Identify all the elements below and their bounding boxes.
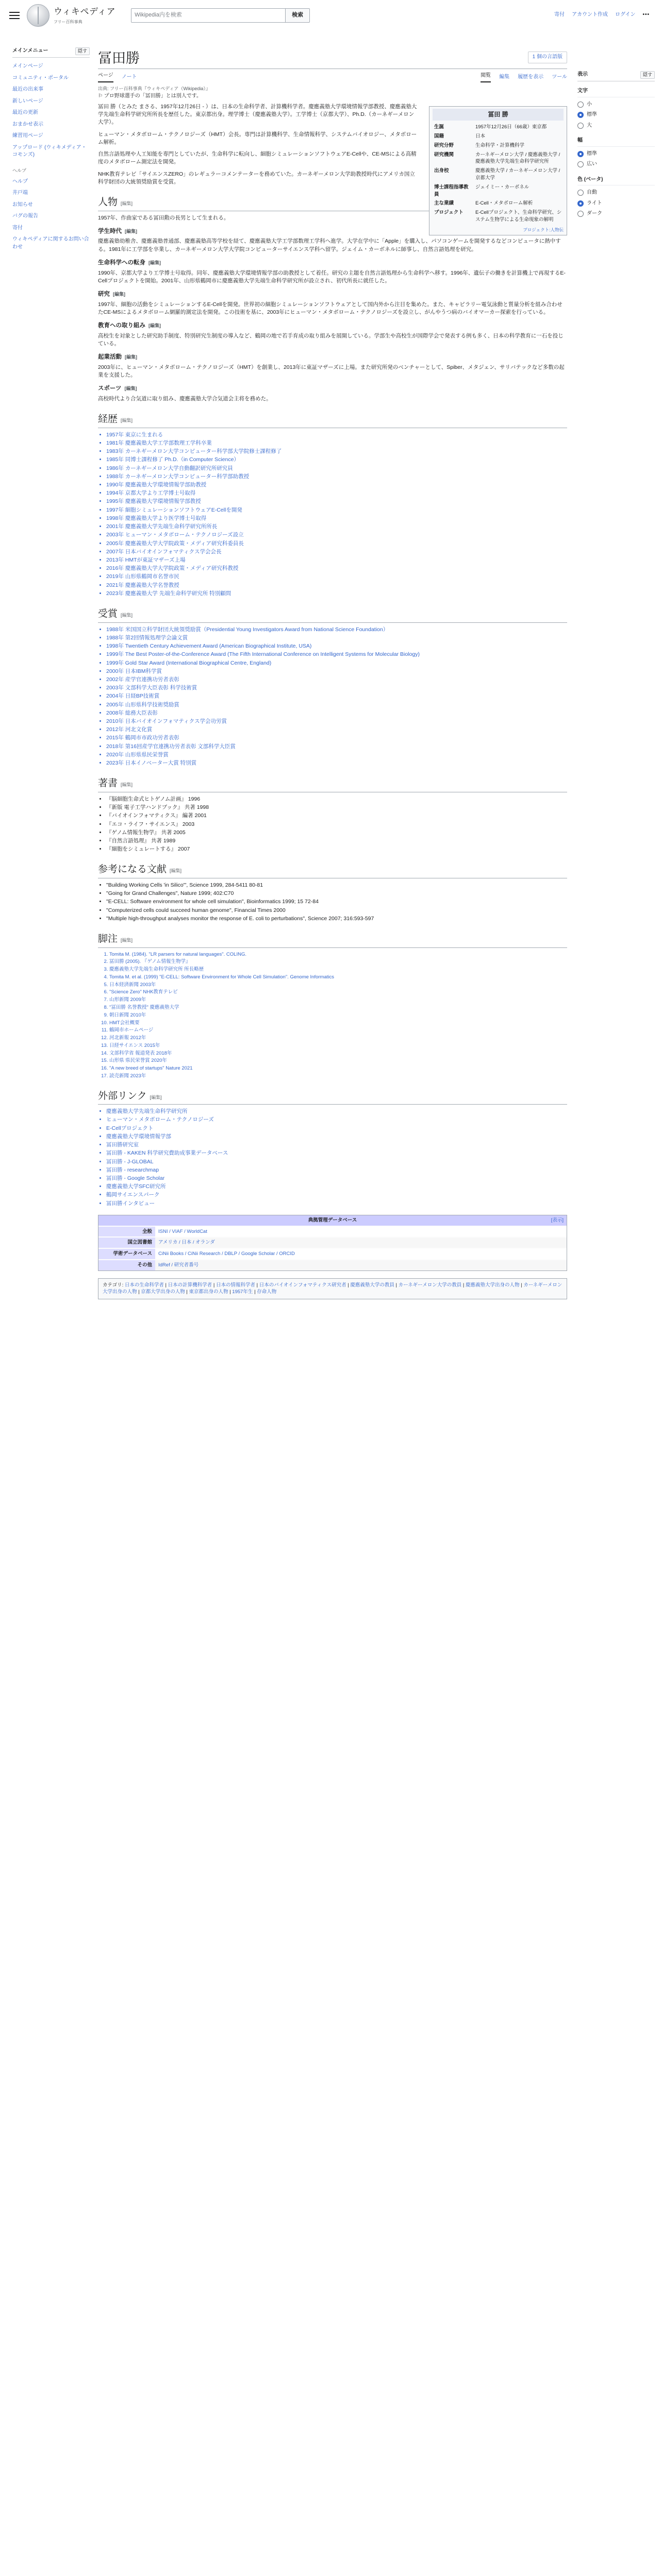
reference-book-item[interactable]: • "Multiple high-throughput analyses monitor the response of E. coli to perturbations", Science 2007; 316:593-597	[106, 915, 567, 923]
career-item[interactable]: • 2003年 ヒューマン・メタボローム・テクノロジーズ設立	[106, 531, 567, 539]
award-item[interactable]: • 1999年 Gold Star Award (International Biographical Centre, England)	[106, 659, 567, 667]
search-form	[131, 8, 310, 23]
external-links-list	[98, 1108, 567, 1208]
career-item[interactable]: • 1990年 慶應義塾大学環境情報学部助教授	[106, 481, 567, 489]
option-label: 標準	[587, 112, 597, 118]
award-item[interactable]: • 2002年 産学官連携功労者表彰	[106, 676, 567, 684]
footnote-item[interactable]: 3. 慶應義塾大学先端生命科学研究所 所長略歴	[109, 966, 567, 973]
radio-selected-icon	[577, 112, 584, 118]
hatnote-icon: ⚐	[98, 93, 104, 99]
radio-icon	[577, 123, 584, 129]
footnote-item[interactable]: 6. "Science Zero" NHK教育テレビ	[109, 989, 567, 996]
work-item[interactable]: • 『エコ・ライフ・サイエンス』 2003	[106, 821, 567, 828]
subsection-title: 学生時代	[98, 228, 122, 234]
appearance-panel	[577, 71, 655, 219]
radio-icon	[577, 211, 584, 217]
wikipedia-logo[interactable]	[27, 4, 115, 27]
sidebar-item[interactable]: メインページ	[12, 63, 43, 70]
sidebar-item[interactable]: 最近の出来事	[12, 87, 43, 93]
text-size-large[interactable]	[577, 121, 655, 131]
subsection-title: 研究	[98, 291, 110, 297]
award-item[interactable]: • 2023年 日本イノベーター大賞 特別賞	[106, 759, 567, 767]
career-item[interactable]: • 1985年 同博士課程修了 Ph.D.（in Computer Science）	[106, 456, 567, 464]
category-separator: |	[163, 1282, 168, 1288]
infobox-row	[433, 132, 564, 141]
category-separator: |	[255, 1282, 259, 1288]
subsection-title: スポーツ	[98, 385, 122, 392]
width-standard[interactable]	[577, 149, 655, 160]
external-link-item[interactable]: • 鶴岡サイエンスパーク	[106, 1191, 567, 1199]
tab-page[interactable]: ページ	[98, 72, 113, 82]
footnote-item[interactable]: 15. 山形県 県民栄誉賞 2020年	[109, 1057, 567, 1064]
infobox-value: 生命科学・計算機科学	[475, 142, 525, 148]
work-item[interactable]: • 『ゲノム情報生物学』 共著 2005	[106, 829, 567, 837]
option-label: ライト	[587, 200, 602, 206]
infobox-value: 慶應義塾大学 / カーネギーメロン大学 / 京都大学	[475, 168, 560, 181]
award-item[interactable]: • 1988年 第2回情報処理学会論文賞	[106, 634, 567, 642]
category-separator: |	[394, 1282, 399, 1288]
infobox-value: ジェイミー・カーボネル	[475, 184, 529, 190]
section-external-links	[98, 1089, 567, 1105]
career-item[interactable]: • 2013年 HMTが東証マザーズ上場	[106, 556, 567, 564]
section-title: 経歴	[98, 414, 118, 425]
tagline: フリー百科事典	[54, 20, 82, 25]
appearance-hide-button[interactable]: 隠す	[640, 71, 655, 79]
career-item[interactable]: • 2023年 慶應義塾大学 先端生命科学研究所 特別顧問	[106, 590, 567, 598]
option-label: 自動	[587, 190, 597, 196]
sidebar-help-item[interactable]: ウィキペディアに関するお問い合わせ	[12, 236, 89, 250]
section-career	[98, 412, 567, 428]
notes-list	[98, 951, 567, 1080]
category-link[interactable]: 日本の計算機科学者	[168, 1282, 212, 1288]
width-heading: 幅	[577, 137, 655, 147]
option-label: 標準	[587, 150, 597, 157]
footnote-item[interactable]: 8. "冨田勝 名誉教授" 慶應義塾大学	[109, 1004, 567, 1011]
tab-read[interactable]: 閲覧	[481, 72, 491, 82]
width-wide[interactable]	[577, 159, 655, 170]
category-separator: |	[137, 1289, 141, 1295]
more-options-icon[interactable]: •••	[642, 12, 650, 18]
footnote-item[interactable]: 10. HMT会社概要	[109, 1020, 567, 1027]
edit-link[interactable]: [編集]	[148, 323, 161, 329]
paragraph: 1957年、作曲家である冨田勲の長男として生まれる。	[98, 214, 229, 221]
search-button[interactable]: 検索	[286, 8, 310, 23]
page-title: 冨田勝	[98, 50, 140, 66]
edit-link[interactable]: [編集]	[150, 1094, 162, 1100]
footnote-item[interactable]: 13. 日経サイエンス 2015年	[109, 1042, 567, 1049]
navbox-row	[98, 1260, 567, 1270]
radio-icon	[577, 101, 584, 108]
subsection-bio	[98, 259, 567, 267]
category-separator: |	[346, 1282, 351, 1288]
category-separator: |	[228, 1289, 233, 1295]
subsection-title: 起業活動	[98, 354, 122, 361]
radio-selected-icon	[577, 200, 584, 207]
infobox-row	[433, 141, 564, 150]
award-item[interactable]: • 2010年 日本バイオインフォマティクス学会功労賞	[106, 718, 567, 725]
tab-edit[interactable]: 編集	[499, 74, 510, 80]
navbox-group: 国立図書館	[98, 1237, 155, 1248]
edit-link[interactable]: [編集]	[124, 386, 137, 392]
award-item[interactable]: • 2005年 山形県科学技術奨励賞	[106, 701, 567, 709]
sidebar-item[interactable]: 新しいページ	[12, 98, 43, 104]
navbox-toggle[interactable]: [表示]	[551, 1217, 564, 1223]
main-menu	[12, 47, 90, 259]
infobox-value: E-Cellプロジェクト、生命科学研究、システム生物学による生命現象の解明	[475, 210, 562, 223]
award-item[interactable]: • 2012年 河北文化賞	[106, 726, 567, 734]
sidebar-help-item[interactable]: お知らせ	[12, 201, 33, 208]
external-link-item[interactable]: • 慶應義塾大学先端生命科学研究所	[106, 1108, 567, 1115]
career-item[interactable]: • 1995年 慶應義塾大学環境情報学部教授	[106, 498, 567, 505]
navbox-links[interactable]: アメリカ / 日本 / オランダ	[155, 1237, 567, 1248]
main-menu-hide-button[interactable]: 隠す	[75, 47, 90, 55]
infobox-key: 出身校	[434, 168, 449, 174]
option-label: 広い	[587, 161, 597, 167]
footnote-item[interactable]: 12. 河北新報 2012年	[109, 1035, 567, 1042]
infobox-key: 生誕	[434, 124, 444, 130]
external-link-item[interactable]: • 冨田勝 - J-GLOBAL	[106, 1158, 567, 1166]
tab-tools[interactable]: ツール	[552, 74, 567, 80]
career-item[interactable]: • 1986年 カーネギーメロン大学自動翻訳研究所研究員	[106, 465, 567, 472]
section-title: 外部リンク	[98, 1090, 147, 1101]
category-label[interactable]: カテゴリ	[103, 1282, 122, 1288]
edit-link[interactable]: [編集]	[121, 782, 133, 788]
infobox-key: 研究分野	[434, 142, 454, 148]
award-item[interactable]: • 2008年 総務大臣表彰	[106, 709, 567, 717]
help-heading: ヘルプ	[12, 167, 27, 173]
text-size-heading: 文字	[577, 88, 655, 97]
career-item[interactable]: • 1998年 慶應義塾大学より医学博士号取得	[106, 515, 567, 522]
work-item[interactable]: • 『バイオインフォマティクス』 編著 2001	[106, 812, 567, 820]
external-link-item[interactable]: • 冨田勝 - researchmap	[106, 1166, 567, 1174]
career-list	[98, 431, 567, 598]
external-link-item[interactable]: • 冨田勝研究室	[106, 1141, 567, 1149]
login-link[interactable]: ログイン	[615, 12, 636, 18]
category-link[interactable]: 1957年生	[232, 1289, 253, 1295]
edit-link[interactable]: [編集]	[121, 418, 133, 423]
edit-link[interactable]: [編集]	[113, 291, 125, 297]
career-item[interactable]: • 2007年 日本バイオインフォマティクス学会会長	[106, 548, 567, 556]
infobox-row	[433, 166, 564, 183]
section-works	[98, 776, 567, 792]
external-link-item[interactable]: • 冨田勝 - KAKEN 科学研究費助成事業データベース	[106, 1149, 567, 1157]
paragraph: 慶應義塾幼稚舎、慶應義塾普通部、慶應義塾高等学校を経て、慶應義塾大学工学部数理工学科へ進学。大学在学中に「Apple」を購入し、パソコンゲームを開発するなどコンピュータに熱中する。1981年に工学部を卒業し、カーネギーメロン大学大学院コンピューターサイエンス学科へ留学。ジェイム・カーボネルに師事し、自然言語処理を研究。	[98, 238, 561, 252]
external-link-item[interactable]: • 冨田勝 - Google Scholar	[106, 1175, 567, 1182]
footnote-item[interactable]: 1. Tomita M. (1984). "LR parsers for natural languages". COLING.	[109, 951, 567, 958]
infobox-key: 研究機関	[434, 151, 454, 158]
infobox-key: 国籍	[434, 133, 444, 140]
lead-paragraph: 冨田 勝（とみた まさる、1957年12月26日 - ）は、日本の生命科学者、計算機科学者。慶應義塾大学環境情報学部教授、慶應義塾大学先端生命科学研究所所長を歴任した。東京都出身。理学博士（慶應義塾大学）。工学博士（京都大学）、Ph.D.（カーネギーメロン大学）。	[98, 104, 417, 126]
works-list	[98, 795, 567, 854]
color-dark[interactable]	[577, 209, 655, 219]
lead-paragraph: 自然言語処理や人工知能を専門としていたが、生命科学に転向し、細胞シミュレーションソフトウェアE-Cellや、CE-MSによる高精度のメタボローム測定法を開発。	[98, 151, 417, 165]
infobox-row	[433, 208, 564, 225]
section-title: 著書	[98, 778, 118, 789]
footnote-item[interactable]: 4. Tomita M. et al. (1999) "E-CELL: Software Environment for Whole Cell Simulation". Genome Informatics	[109, 974, 567, 981]
infobox-value: 1957年12月26日（66歳）東京都	[475, 124, 547, 130]
lead-paragraph: ヒューマン・メタボローム・テクノロジーズ（HMT）会長。専門は計算機科学、生命情報科学、システムバイオロジー、メタボローム解析。	[98, 131, 417, 145]
reference-book-item[interactable]: • "Building Working Cells 'in Silico'", Science 1999, 284-5411 80-81	[106, 882, 567, 889]
category-link[interactable]: 日本の生命科学者	[124, 1282, 164, 1288]
award-item[interactable]: • 1998年 Twentieth Century Achievement Award (American Biographical Institute, USA)	[106, 642, 567, 650]
color-light[interactable]	[577, 198, 655, 209]
infobox-value: 日本	[475, 133, 486, 140]
navbox-group: 全般	[98, 1226, 155, 1238]
navbox-links[interactable]: ISNI / VIAF / WorldCat	[155, 1226, 567, 1238]
category-link[interactable]: 存命人物	[257, 1289, 277, 1295]
sidebar-help-item[interactable]: ヘルプ	[12, 178, 28, 184]
category-separator: |	[212, 1282, 216, 1288]
footnote-item[interactable]: 9. 朝日新聞 2010年	[109, 1012, 567, 1019]
footnote-item[interactable]: 17. 読売新聞 2023年	[109, 1073, 567, 1080]
section-title: 脚注	[98, 934, 118, 945]
infobox-value: カーネギーメロン大学 / 慶應義塾大学 / 慶應義塾大学先端生命科学研究所	[475, 151, 560, 165]
wordmark: ウィキペディア	[54, 7, 116, 17]
category-link[interactable]: 日本の情報科学者	[216, 1282, 255, 1288]
hatnote-text: プロ野球選手の「冨田勝」とは別人です。	[104, 93, 202, 99]
reference-book-item[interactable]: • "Computerized cells could succeed human genome", Financial Times 2000	[106, 907, 567, 914]
navbox-links[interactable]: CiNii Books / CiNii Research / DBLP / Google Scholar / ORCID	[155, 1248, 567, 1260]
career-item[interactable]: • 2005年 慶應義塾大学大学院政策・メディア研究科委員長	[106, 540, 567, 548]
section-title: 人物	[98, 196, 118, 208]
from-line: 出典: フリー百科事典『ウィキペディア（Wikipedia）』	[98, 86, 210, 91]
navbox-row	[98, 1226, 567, 1238]
edit-link[interactable]: [編集]	[125, 228, 137, 234]
edit-link[interactable]: [編集]	[125, 354, 137, 360]
navbox-group: その他	[98, 1260, 155, 1270]
donate-link[interactable]: 寄付	[554, 12, 565, 18]
paragraph: 1990年、京都大学より工学博士号取得。同年、慶應義塾大学環境情報学部の助教授として着任。研究の主題を自然言語処理から生命科学へ移す。1996年、遺伝子の働きを計算機上で再現するE-Cellプロジェクトを開始。2001年、山形県鶴岡市に慶應義塾大学先端生命科学研究所が設立され、初代所長に就任した。	[98, 269, 566, 284]
work-item[interactable]: • 『細胞をシミュレートする』 2007	[106, 845, 567, 853]
infobox-row	[433, 150, 564, 167]
sidebar-help-item[interactable]: 寄付	[12, 225, 23, 231]
paragraph: 2003年に、ヒューマン・メタボローム・テクノロジーズ（HMT）を創業し、2013年に東証マザーズに上場。また研究所発のベンチャーとして、Spiber、メタジェン、サリバテックなど多数の起業を支援した。	[98, 364, 565, 379]
site-header	[0, 0, 662, 31]
radio-icon	[577, 161, 584, 167]
section-notes	[98, 932, 567, 948]
color-heading: 色 (ベータ)	[577, 176, 655, 186]
footnote-item[interactable]: 16. "A new breed of startups" Nature 2021	[109, 1065, 567, 1072]
text-size-standard[interactable]	[577, 110, 655, 121]
tab-history[interactable]: 履歴を表示	[518, 74, 544, 80]
color-auto[interactable]	[577, 188, 655, 198]
external-link-item[interactable]: • E-Cellプロジェクト	[106, 1125, 567, 1132]
paragraph: 1997年、細胞の活動をシミュレーションするE-Cellを開発。世界初の細胞シミュレーションソフトウェアとして国内外から注目を集めた。また、キャピラリー電気泳動と質量分析を組み合わせたCE-MSによるメタボローム網羅的測定法を開発。この技術を基に、2003年にヒューマン・メタボローム・テクノロジーズを設立し、がんやうつ病のバイオマーカー探索を行っている。	[98, 301, 562, 315]
edit-link[interactable]: [編集]	[170, 868, 182, 874]
section-references	[98, 862, 567, 878]
career-item[interactable]: • 2001年 慶應義塾大学先端生命科学研究所所長	[106, 523, 567, 531]
section-awards	[98, 607, 567, 623]
navbox-title: 典拠管理データベース	[308, 1217, 357, 1223]
infobox-row	[433, 199, 564, 208]
award-item[interactable]: • 1999年 The Best Poster-of-the-Conference Award (The Fifth International Conference on Intelligent Systems for Molecular Biology)	[106, 651, 567, 658]
sidebar-help-item[interactable]: バグの報告	[12, 213, 38, 219]
category-link[interactable]: 日本のバイオインフォマティクス研究者	[259, 1282, 346, 1288]
navbox-row	[98, 1248, 567, 1260]
infobox-title: 冨田 勝	[433, 109, 564, 121]
section-title: 受賞	[98, 608, 118, 620]
option-label: 大	[587, 122, 592, 128]
reference-books-list	[98, 882, 567, 923]
navbox-links[interactable]: IdRef / 研究者番号	[155, 1260, 567, 1270]
footnote-item[interactable]: 7. 山形新聞 2009年	[109, 996, 567, 1004]
career-item[interactable]: • 1983年 カーネギーメロン大学コンピューター科学部大学院修士課程修了	[106, 448, 567, 455]
wikipedia-globe-icon	[27, 4, 49, 27]
career-item[interactable]: • 2019年 山形県鶴岡市名誉市民	[106, 573, 567, 581]
reference-book-item[interactable]: • "Going for Grand Challenges", Nature 1999; 402:C70	[106, 890, 567, 897]
career-item[interactable]: • 1981年 慶應義塾大学工学部数理工学科卒業	[106, 439, 567, 447]
sidebar-help-item[interactable]: 井戸端	[12, 190, 28, 196]
external-link-item[interactable]: • 慶應義塾大学SFC研究所	[106, 1183, 567, 1191]
hatnote	[98, 93, 202, 100]
radio-icon	[577, 190, 584, 196]
infobox-key: プロジェクト	[434, 210, 464, 216]
infobox-key: 博士課程指導教員	[434, 184, 469, 197]
infobox-template-link[interactable]: プロジェクト:人物伝	[523, 227, 564, 232]
subsection-title: 生命科学への転身	[98, 259, 145, 266]
sidebar-item[interactable]: コミュニティ・ポータル	[12, 75, 69, 81]
sidebar-item[interactable]: 練習用ページ	[12, 133, 43, 139]
paragraph: 高校時代より合気道に取り組み、慶應義塾大学合気道会主将を務めた。	[98, 395, 272, 402]
navbox-group: 学術データベース	[98, 1248, 155, 1260]
footnote-item[interactable]: 14. 文部科学省 報道発表 2018年	[109, 1050, 567, 1057]
external-link-item[interactable]: • 冨田勝インタビュー	[106, 1200, 567, 1208]
sidebar-item[interactable]: アップロード (ウィキメディア・コモンズ)	[12, 144, 87, 158]
category-separator: |	[461, 1282, 466, 1288]
award-item[interactable]: • 2004年 日経BP技術賞	[106, 692, 567, 700]
text-size-small[interactable]	[577, 99, 655, 110]
category-link[interactable]: カーネギーメロン大学の教員	[398, 1282, 462, 1288]
navbox-row	[98, 1237, 567, 1248]
tab-talk[interactable]: ノート	[121, 74, 137, 80]
edit-link[interactable]: [編集]	[148, 260, 161, 265]
infobox-key: 主な業績	[434, 200, 454, 207]
award-item[interactable]: • 1988年 米国国立科学財団大統領奨励賞（Presidential Young Investigators Award from National Science Foundation）	[106, 626, 567, 634]
infobox-row	[433, 123, 564, 132]
infobox-row	[433, 183, 564, 199]
footnote-item[interactable]: 11. 鶴岡市ホームページ	[109, 1027, 567, 1034]
search-input[interactable]: Wikipedia内を検索	[131, 8, 286, 23]
career-item[interactable]: • 1957年 東京に生まれる	[106, 431, 567, 439]
main-menu-button[interactable]	[9, 12, 20, 19]
award-item[interactable]: • 2003年 文部科学大臣表彰 科学技術賞	[106, 684, 567, 692]
career-item[interactable]: • 1994年 京都大学より工学博士号取得	[106, 489, 567, 497]
section-title: 参考になる文献	[98, 864, 167, 875]
category-box: カテゴリ: 日本の生命科学者 | 日本の計算機科学者 | 日本の情報科学者 | 日本のバイオインフォマティクス研究者 | 慶應義塾大学の教員 | カーネギーメロン大学の教員 | 慶應義塾大学出身の人物 | カーネギーメロン大学出身の人物 | 京都大学出身の人物 | 東京都出身の人物 | 1957年生 | 存命人物	[98, 1278, 567, 1300]
user-links	[554, 11, 650, 19]
category-link[interactable]: カーネギーメロン大学出身の人物	[103, 1282, 562, 1295]
subsection-research	[98, 290, 567, 299]
award-item[interactable]: • 2015年 鶴岡市市政功労者表彰	[106, 734, 567, 742]
reference-book-item[interactable]: • "E-CELL: Software environment for whole cell simulation", Bioinformatics 1999; 15 72-84	[106, 898, 567, 906]
subsection-title: 教育への取り組み	[98, 323, 145, 329]
footnote-item[interactable]: 2. 冨田勝 (2005). 『ゲノム情報生物学』	[109, 958, 567, 965]
awards-list	[98, 626, 567, 768]
title-area	[98, 46, 567, 69]
lead-paragraph: NHK教育テレビ「サイエンスZERO」のレギュラーコメンテーターを務めていた。カーネギーメロン大学助教授時代にアメリカ国立科学財団の大統領奨励賞を受賞。	[98, 171, 415, 185]
main-menu-heading: メインメニュー	[12, 48, 48, 54]
work-item[interactable]: • 『新版 電子工学ハンドブック』 共著 1998	[106, 804, 567, 811]
article-body	[98, 103, 567, 1299]
lead-section	[98, 103, 418, 186]
category-link[interactable]: 慶應義塾大学の教員	[350, 1282, 394, 1288]
category-link[interactable]: 京都大学出身の人物	[141, 1289, 185, 1295]
infobox	[429, 106, 567, 235]
paragraph: 高校生を対象とした研究助手制度、特別研究生制度の導入など、鶴岡の地で若手育成の取り組みを展開している。学部生や高校生が国際学会で発表する例も多く、日本の科学教育に一石を投じている。	[98, 332, 564, 347]
sidebar-item[interactable]: おまかせ表示	[12, 121, 43, 127]
career-item[interactable]: • 2021年 慶應義塾大学名誉教授	[106, 582, 567, 589]
subsection-startup	[98, 353, 567, 362]
work-item[interactable]: • 『自然言語処理』 共著 1989	[106, 837, 567, 845]
external-link-item[interactable]: • ヒューマン・メタボローム・テクノロジーズ	[106, 1116, 567, 1124]
category-separator: |	[253, 1289, 257, 1295]
sidebar-item[interactable]: 最近の更新	[12, 110, 38, 116]
subsection-education	[98, 321, 567, 330]
page-tabs	[98, 71, 567, 83]
career-item[interactable]: • 2016年 慶應義塾大学大学院政策・メディア研究科教授	[106, 565, 567, 572]
create-account-link[interactable]: アカウント作成	[572, 12, 608, 18]
infobox-value: E-Cell・メタボローム解析	[475, 200, 533, 207]
option-label: 小	[587, 101, 592, 107]
award-item[interactable]: • 2018年 第16回産学官連携功労者表彰 文部科学大臣賞	[106, 743, 567, 751]
edit-link[interactable]: [編集]	[121, 613, 133, 618]
edit-link[interactable]: [編集]	[121, 938, 133, 943]
award-item[interactable]: • 2020年 山形県県民栄誉賞	[106, 751, 567, 759]
category-link[interactable]: 慶應義塾大学出身の人物	[465, 1282, 520, 1288]
option-label: ダーク	[587, 211, 602, 217]
award-item[interactable]: • 2000年 日本IBM科学賞	[106, 668, 567, 675]
external-link-item[interactable]: • 慶應義塾大学環境情報学部	[106, 1133, 567, 1141]
footnote-item[interactable]: 5. 日本経済新聞 2003年	[109, 981, 567, 989]
edit-link[interactable]: [編集]	[121, 200, 133, 206]
radio-selected-icon	[577, 151, 584, 157]
language-button[interactable]: 1 個の言語版	[528, 52, 567, 63]
category-separator: |	[519, 1282, 524, 1288]
work-item[interactable]: • 『脳細胞生命式ヒトゲノム計画』 1996	[106, 795, 567, 803]
category-link[interactable]: 東京都出身の人物	[189, 1289, 228, 1295]
category-separator: |	[185, 1289, 189, 1295]
appearance-heading: 表示	[577, 72, 588, 77]
authority-control-navbox	[98, 1215, 567, 1271]
career-item[interactable]: • 1988年 カーネギーメロン大学コンピューター科学部助教授	[106, 473, 567, 481]
career-item[interactable]: • 1997年 細胞シミュレーションソフトウェアE-Cellを開発	[106, 506, 567, 514]
subsection-sports	[98, 384, 567, 393]
